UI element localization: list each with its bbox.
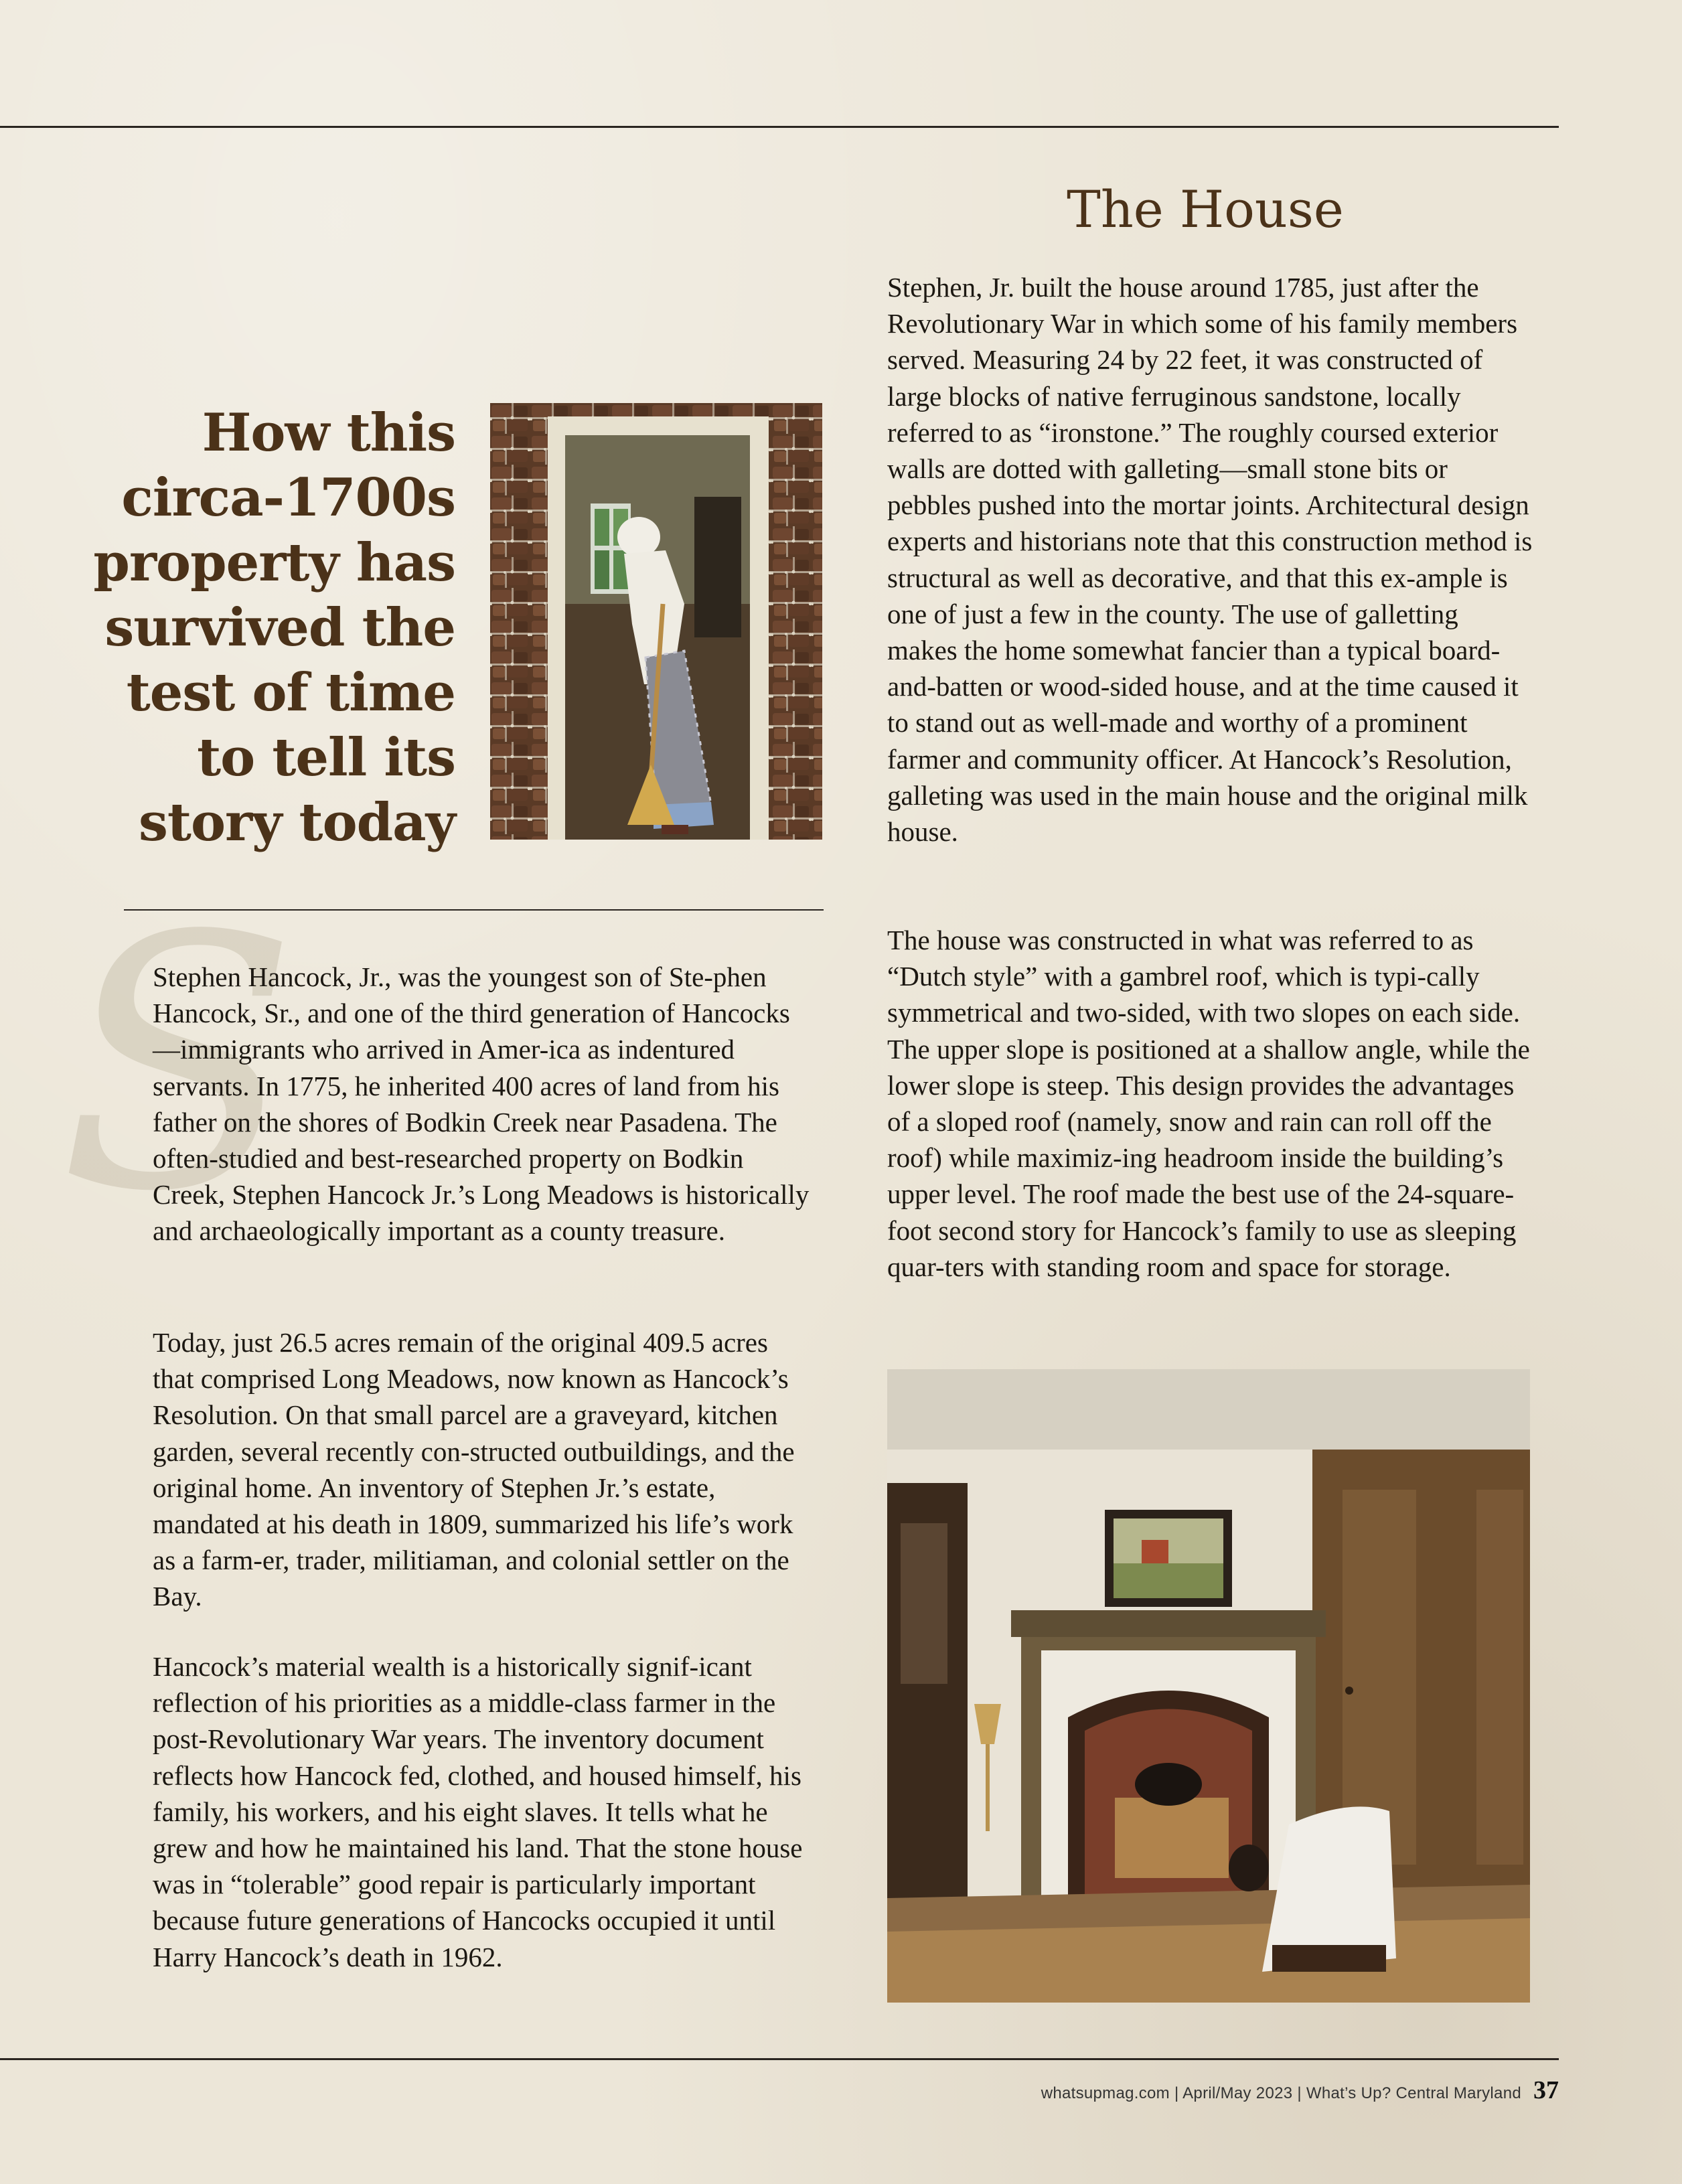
left-paragraph-1: Stephen Hancock, Jr., was the youngest son of Ste-phen Hancock, Sr., and one of the third generation of Hancocks—immigrants who arrived in Amer-ica as indentured servants. In 1775, he inherited 400 acres of land from his father on the shores of Bodkin Creek near Pasadena. The often-studied and best-researched property on Bodkin Creek, Stephen Hancock Jr.’s Long Meadows is historically and archaeologically important as a county treasure.: [153, 961, 810, 1247]
right-paragraph-2: The house was constructed in what was referred to as “Dutch style” with a gambrel roof, which is typi-cally symmetrical and two-sided, with two slopes on each side. The upper slope is positioned at a shallow angle, while the lower slope is steep. This design provides the advantages of a sloped roof (namely, snow and rain can roll off the roof) while maximiz-ing headroom inside the building’s upper level. The roof made the best use of the 24-square-foot second story for Hancock’s family to use as sleeping quar-ters with standing room and space for storage.: [887, 925, 1530, 1282]
section-title: The House: [1067, 179, 1344, 239]
doorway-photo: [490, 403, 822, 840]
fireplace-photo: [887, 1369, 1530, 2003]
page-number: 37: [1533, 2076, 1559, 2104]
right-paragraph-1: Stephen, Jr. built the house around 1785, just after the Revolutionary War in which some of his family members served. Measuring 24 by 22 feet, it was constructed of large blocks of native ferruginous sandstone, locally referred to as “ironstone.” The roughly coursed exterior walls are dotted with galleting—small stone bits or pebbles pushed into the mortar joints. Architectural design experts and historians note that this construction method is structural as well as decorative, and that this ex-ample is one of just a few in the county. The use of galletting makes the home somewhat fancier than a typical board-and-batten or wood-sided house, and at the time caused it to stand out as well-made and worthy of a prominent farmer and community officer. At Hancock’s Resolution, galleting was used in the main house and the original milk house.: [887, 272, 1533, 848]
footer: [1041, 2076, 1559, 2105]
headline: How this circa-1700s property has survived the test of time to tell its story today: [93, 402, 455, 853]
section-divider: [124, 909, 824, 911]
ornamental-letter: S: [59, 862, 298, 1267]
left-paragraph-3: Hancock’s material wealth is a historically signif-icant reflection of his priorities as a middle-class farmer in the post-Revolutionary War years. The inventory document reflects how Hancock fed, clothed, and housed himself, his family, his workers, and his eight slaves. It tells what he grew and how he maintained his land. That the stone house was in “tolerable” good repair is particularly important because future generations of Hancocks occupied it until Harry Hancock’s death in 1962.: [153, 1651, 803, 1972]
top-rule: [0, 126, 1559, 128]
left-paragraph-2: Today, just 26.5 acres remain of the original 409.5 acres that comprised Long Meadows, now known as Hancock’s Resolution. On that small parcel are a graveyard, kitchen garden, several recently con-structed outbuildings, and the original home. An inventory of Stephen Jr.’s estate, mandated at his death in 1809, summarized his life’s work as a farm-er, trader, militiaman, and colonial settler on the Bay.: [153, 1327, 795, 1612]
footer-credit: whatsupmag.com | April/May 2023 | What’s Up? Central Maryland: [1041, 2084, 1521, 2102]
bottom-rule: [0, 2058, 1559, 2060]
